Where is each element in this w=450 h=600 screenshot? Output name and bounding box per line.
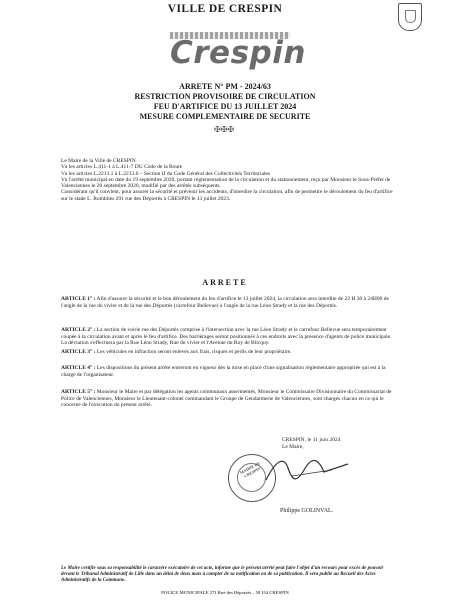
handwritten-signature-icon (262, 450, 352, 490)
article-text: Afin d'assurer la sécurité et le bon déroulement du feu d'artifice le 13 juillet 2024, la circulation sera interdite de 22 H 30 à 24H00 de l'angle de la rue du vivier et de la rue des Déportés (carrefour Bellevue) à l'angle de la rue Léon Strady et la rue des Déportés. (61, 296, 389, 309)
article-4 (61, 365, 396, 378)
town-header: VILLE DE CRESPIN (167, 3, 283, 15)
legal-notice: Le Maire certifie sous sa responsabilité le caractère exécutoire de cet acte, informe que le présent arrêté peut faire l'objet d'un recours pour excès de pouvoir devant le Tribunal Administratif de Lille dans un délai de deux mois à compter de sa notification ou de sa publication. Il sera publié au Recueil des Actes Administratifs de la Commune. (61, 566, 384, 583)
article-text: Les véhicules en infraction seront enlevés aux frais, risques et périls de leur propriétaire. (95, 349, 292, 355)
place-date: CRESPIN, le 11 juin 2024 (282, 437, 341, 443)
article-text: Monsieur le Maire et par délégation les agents communaux assermentés, Monsieur le Commissaire Divisionnaire du Commissariat de Police de Valenciennes, Monsieur le Lieutenant-colonel commandant le Groupe de Gendarmerie de Valenciennes, sont chargés chacun en ce qui le concerne de l'exécution du présent arrêté. (61, 389, 392, 409)
article-label: ARTICLE 1° : (61, 296, 96, 302)
signer-name: Philippe GOLINVAL. (280, 508, 334, 514)
visa-line: Vu les articles L.411-1 à L.411-7 DU Code de la Route (61, 164, 183, 171)
visas-section (61, 158, 396, 202)
visa-line: Le Maire de la Ville de CRESPIN (61, 158, 136, 164)
signature-block (282, 437, 402, 451)
arrete-number: ARRETE N° PM - 2024/63 (179, 82, 271, 91)
coat-of-arms-icon (398, 3, 422, 31)
article-text: Les dispositions du présent arrêté entreront en vigueur dès la mise en place d'une signalisation réglementaire appropriée qui est à la charge de l'organisateur. (61, 365, 386, 378)
article-text: La section de voirie rue des Déportés comprise à l'intersection avec la rue Léon Strady et le carrefour Bellevue sera temporairement coupée à la circulation avant et après le feu d'artifice. Des barrièrages seront positionnés à ces endroits avec la présence d'agents de police municipale. La déviation s'effectuera par la Rue Léon Strady, Rue du vivier et l'Avenue du Roy de Blicquy. (61, 327, 392, 347)
crespin-logo (170, 18, 306, 74)
stamp-text: MAIRIE DE CRESPIN (238, 460, 262, 479)
visa-line: Vu les articles L.2213.1 à L.2213.6 – Section II du Code Général des Collectivités Territoriales (61, 170, 271, 177)
title-event: FEU D'ARTIFICE DU 13 JUILLET 2024 (153, 102, 297, 111)
article-label: ARTICLE 4° : (61, 365, 96, 371)
title-measure: MESURE COMPLEMENTAIRE DE SECURITE (139, 112, 311, 121)
title-restriction: RESTRICTION PROVISOIRE DE CIRCULATION (134, 92, 316, 101)
visa-line: Considérant qu'il convient, pour assurer la sécurité et prévenir les accidents, d'interdire la circulation, afin de permettre le déroulement du feu d'artifice sur le stade L. Romblies 291 rue des Déportés à CRESPIN le 13 juillet 2023. (61, 189, 393, 202)
article-1 (61, 296, 396, 309)
ornament-icon: ✠✠✠ (214, 125, 235, 134)
article-3 (61, 349, 396, 356)
article-label: ARTICLE 5° : (61, 389, 96, 395)
article-label: ARTICLE 3° : (61, 349, 96, 355)
page-footer: POLICE MUNICIPALE 271 Rue des Déportés – 59 154 CRESPIN (161, 590, 289, 595)
article-2 (61, 327, 396, 347)
signer-role: Le Maire, (282, 444, 304, 450)
article-label: ARTICLE 2° : (61, 327, 96, 333)
logo-text: Crespin (170, 35, 306, 71)
article-5 (61, 389, 396, 409)
visa-line: Vu l'arrêté municipal en date du 19 septembre 2020, portant réglementation de la circulation et du stationnement, reçu par Monsieur le Sous-Préfet de Valenciennes le 20 septembre 2020, modifié par des arrêtés subséquents. (61, 176, 391, 190)
arrete-heading: ARRETE (202, 278, 248, 287)
